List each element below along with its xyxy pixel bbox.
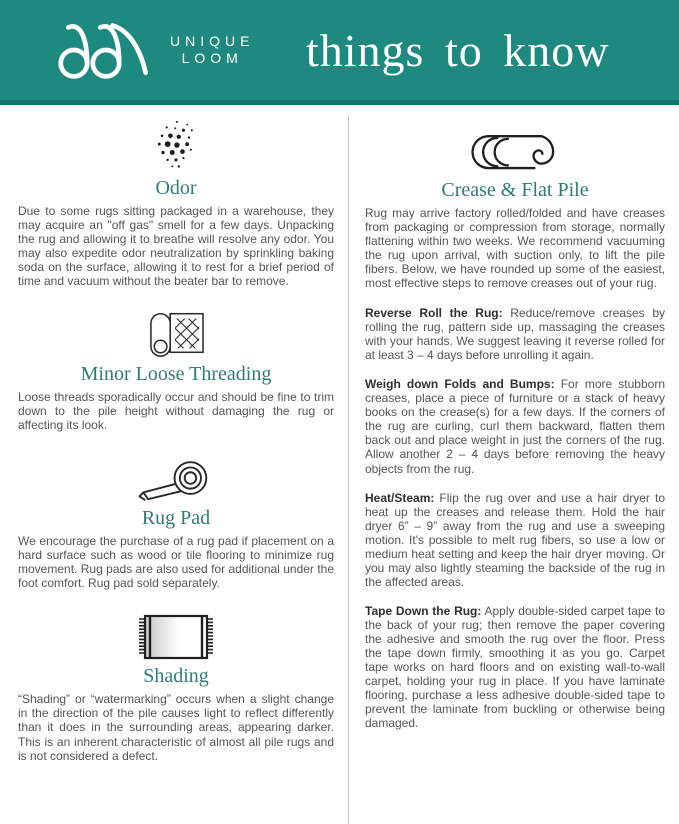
section-minor-loose-threading [18, 304, 334, 432]
section-heading: Crease & Flat Pile [441, 179, 589, 201]
left-column [0, 105, 348, 824]
rug-pad-roll-icon [18, 448, 334, 504]
tip-tape-down [365, 604, 665, 730]
section-odor [18, 118, 334, 288]
unique-loom-logo [54, 17, 254, 83]
brand-line1: UNIQUE [170, 32, 255, 49]
tip-body: Apply double-sided carpet tape to the back of your rug; then remove the paper covering the adhesive and smooth the rug over the floor. Press the tape down firmly, smoothing it as you go. Carpet tape works on hard floors and on existing wall-to-wall carpet, holding your rug in place. If you have laminate flooring, purchase a less adhesive double-sided tape to prevent the laminate from buckling or otherwise being damaged. [365, 603, 665, 730]
section-heading: Odor [155, 177, 197, 199]
content [0, 105, 679, 824]
rolled-rug-corner-icon [18, 304, 334, 360]
shading-rug-icon [18, 606, 334, 662]
section-shading [18, 606, 334, 762]
section-heading: Minor Loose Threading [80, 363, 272, 386]
section-body: Loose threads sporadically occur and should be fine to trim down to the pile height without damaging the rug or affecting its look. [18, 390, 334, 433]
tip-body: Flip the rug over and use a hair dryer to heat up the creases and release them. Hold the hair dryer 6” – 9” away from the rug and use a sweeping motion. It's possible to melt rug fibers, so use a low or medium heat setting and keep the hair dryer moving. Or you may also lightly steaming the backside of the rug in the affected areas. [365, 490, 665, 589]
page-title: things to know [305, 24, 610, 76]
brand-name [170, 33, 254, 68]
tip-label: Reverse Roll the Rug: [365, 306, 503, 321]
section-rug-pad [18, 448, 334, 590]
tip-label: Heat/Steam: [365, 490, 435, 505]
section-heading: Rug Pad [141, 507, 211, 530]
brand-line2: LOOM [181, 50, 243, 66]
header [0, 0, 679, 105]
tip-weigh-down [365, 377, 665, 475]
right-column [348, 115, 679, 824]
section-crease-flat-pile [365, 128, 665, 290]
section-heading: Shading [143, 665, 209, 688]
tip-label: Tape Down the Rug: [365, 603, 482, 618]
section-body: We encourage the purchase of a rug pad if placement on a hard surface such as wood or tile flooring to minimize rug movement. Rug pads are also used for additional under the foot comfort. Rug pad sold separately. [18, 534, 334, 591]
section-body: Due to some rugs sitting packaged in a warehouse, they may acquire an "off gas" smell for a few days. Unpacking the rug and allowing it to breathe will resolve any odor. You may also expedite odor neutralization by sprinkling baking soda on the surface, allowing it to rest for a brief period of time and vacuum without the beater bar to remove. [18, 204, 334, 289]
rolled-rug-side-icon [365, 128, 665, 176]
odor-dots-icon [18, 118, 334, 174]
tip-reverse-roll [365, 306, 665, 362]
unique-loom-loops-icon [54, 17, 158, 83]
section-body: “Shading” or “watermarking” occurs when a slight change in the direction of the pile causes light to reflect differently than it does in the surrounding areas, appearing darker. This is an inherent characteristic of almost all pile rugs and is not considered a defect. [18, 692, 334, 763]
tip-label: Weigh down Folds and Bumps: [365, 377, 555, 392]
tip-body: Reduce/remove creases by rolling the rug, pattern side up, massaging the creases with your hands. We suggest leaving it reverse rolled for at least 3 – 4 days before unrolling it again. [365, 306, 665, 363]
tip-heat-steam [365, 491, 665, 589]
tip-body: For more stubborn creases, place a piece of furniture or a stack of heavy books on the crease(s) for a few days. If the corners of the rug are curling, curl them backward, flatten them back out and place weight in just the corners of the rug. Allow another 2 – 4 days before removing the heavy objects from the rug. [365, 377, 665, 476]
section-body: Rug may arrive factory rolled/folded and have creases from packaging or compression from storage, normally flattening within two weeks. We recommend vacuuming the rug upon arrival, with suction only, to lift the pile fibers. Below, we have rounded up some of the easiest, most effective steps to remove creases out of your rug. [365, 206, 665, 291]
